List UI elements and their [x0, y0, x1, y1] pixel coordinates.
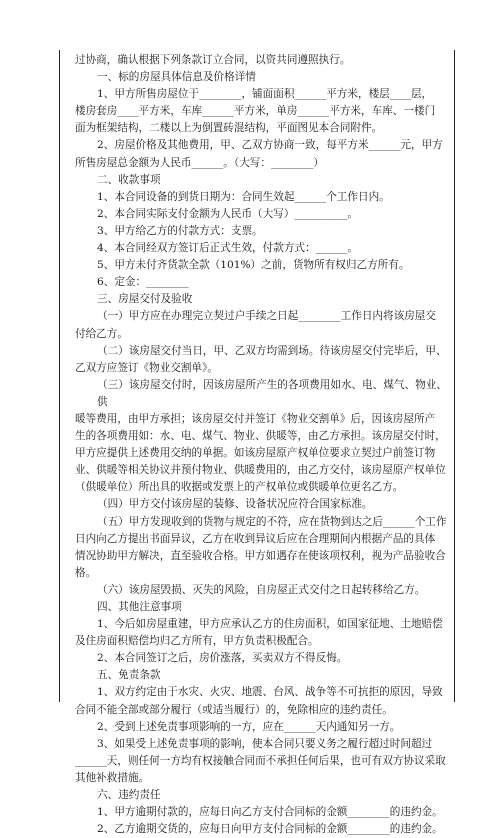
clause-line: （六）该房屋毁损、灭失的风险，自房屋正式交付之日起转移给乙方。 — [97, 583, 426, 596]
clause-line: 付给乙方。 — [75, 327, 128, 340]
clause-line: 3、如果受上述免责事项的影响，使本合同只要义务之履行超过时间超过 — [97, 737, 433, 750]
clause-line: 2、本合同签订之后，房价涨落，买卖双方不得反悔。 — [97, 652, 348, 665]
clause-line: 业、供暖等相关协议并预付物业、供暖费用的，由乙方交付，该房屋原产权单位 — [75, 464, 446, 477]
clause-line: 1、甲方逾期付款的，应每日向乙方支付合同标的金额________的违约金。 — [97, 806, 443, 819]
clause-line: （五）甲方发现收到的货物与规定的不符，应在货物到达之后______个工作 — [97, 515, 447, 528]
contract-body — [75, 52, 447, 838]
clause-line: 生的各项费用如：水、电、煤气、物业、供暖等，由乙方承担。该房屋交付时， — [75, 430, 446, 443]
clause-line: （二）该房屋交付当日，甲、乙双方均需到场。待该房屋交付完毕后，甲、 — [97, 344, 447, 357]
clause-line: 1、甲方所售房屋位于________，铺面面积______平方米，楼层____层， — [97, 88, 433, 101]
clause-line: 楼房套房____平方米，车库______平方米，单房______平方米，车库、一楼门 — [75, 105, 436, 118]
section-heading-2: 二、收款事项 — [97, 173, 161, 186]
clause-line: 面为框架结构，二楼以上为倒置砖混结构，平面图见本合同附件。 — [75, 122, 383, 135]
clause-line: 甲方应提供上述费用交纳的单据。如该房屋原产权单位要求立契过户前签订物 — [75, 447, 436, 460]
clause-line: （供暖单位）所出具的收据或发票上的产权单位或供暖单位更名乙方。 — [75, 481, 404, 494]
clause-line: 乙双方应签订《物业交割单》。 — [75, 361, 219, 374]
clause-line: 情况协助甲方解决，直至验收合格。甲方如遇存在使该项权利，视为产品验收合 — [75, 549, 446, 562]
clause-line: 其他补救措施。 — [75, 771, 150, 784]
clause-line: 暖等费用，由甲方承担；该房屋交付并签订《物业交割单》后，因该房屋所产 — [75, 412, 436, 425]
clause-line: 6、定金：________ — [97, 276, 189, 289]
clause-line: 2、本合同实际支付金额为人民币（大写）__________。 — [97, 207, 358, 220]
section-heading-6: 六、违约责任 — [97, 789, 161, 802]
clause-line: 1、本合同设备的到货日期为：合同生效起______个工作日内。 — [97, 190, 390, 203]
page-frame-left — [59, 50, 60, 702]
section-heading-3: 三、房屋交付及验收 — [97, 293, 193, 306]
clause-line: 2、乙方逾期交货的，应每日向甲方支付合同标的金额________的违约金。 — [97, 823, 443, 836]
clause-line: （三）该房屋交付时，因该房屋所产生的各项费用如水、电、煤气、物业、供 — [97, 378, 447, 408]
clause-line: 及住房面积赔偿均归乙方所有，甲方负责积极配合。 — [75, 635, 319, 648]
clause-line: 格。 — [75, 566, 97, 579]
clause-line: 1、双方约定由于水灾、火灾、地震、台风、战争等不可抗拒的原因，导致 — [97, 686, 443, 699]
section-heading-4: 四、其他注意事项 — [97, 601, 182, 613]
clause-line: 合同不能全部或部分履行（或适当履行）的，免除相应的违约责任。 — [75, 703, 393, 716]
section-heading-5: 五、免责条款 — [97, 669, 161, 682]
clause-line: （四）甲方交付该房屋的装修、设备状况应符合国家标准。 — [97, 498, 373, 511]
clause-line: 所售房屋总金额为人民币______。（大写：________） — [75, 156, 324, 169]
clause-line: 2、受到上述免责事项影响的一方，应在______天内通知另一方。 — [97, 720, 401, 733]
clause-line: 4、本合同经双方签订后正式生效，付款方式：______。 — [97, 242, 358, 255]
clause-line: 5、甲方未付齐货款全款（101%）之前，货物所有权归乙方所有。 — [97, 259, 410, 272]
clause-line: 3、甲方给乙方的付款方式：支票。 — [97, 224, 263, 237]
clause-line: 1、今后如房屋重建，甲方应承认乙方的住房面积，如国家征地、土地赔偿 — [97, 618, 443, 631]
clause-line: 2、房屋价格及其他费用，甲、乙双方协商一致，每平方米______元，甲方 — [97, 139, 443, 152]
clause-line: ______天，则任何一方均有权接触合同而不承担任何后果，也可有双方协议采取 — [75, 754, 446, 767]
clause-line: 日内向乙方提出书面异议，乙方在收到异议后应在合理期间内根据产品的具体 — [75, 532, 436, 545]
clause-line: （一）甲方应在办理完立契过户手续之日起________工作日内将该房屋交 — [97, 310, 436, 323]
section-heading-1: 一、标的房屋具体信息及价格详情 — [97, 71, 256, 84]
intro-line: 过协商，确认根据下列条款订立合同，以资共同遵照执行。 — [75, 54, 351, 66]
page-frame-right — [454, 50, 455, 702]
